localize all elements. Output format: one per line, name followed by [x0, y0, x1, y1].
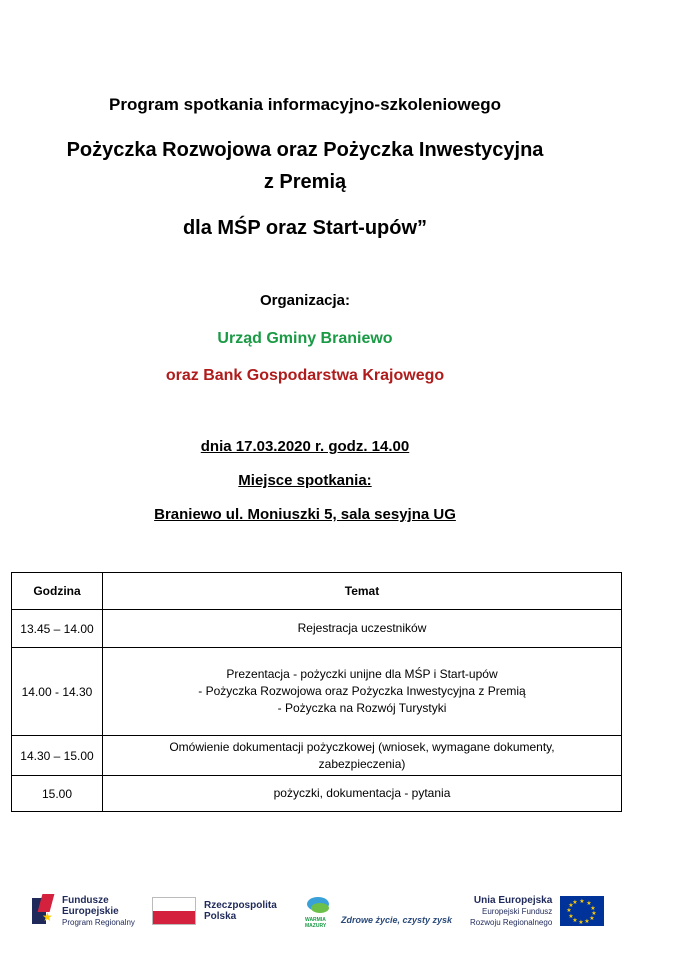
- polish-flag-icon: [152, 897, 196, 925]
- rp-line2: Polska: [204, 911, 237, 922]
- organizer-gmina: Urząd Gminy Braniewo: [217, 330, 393, 347]
- ue-line3: Rozwoju Regionalnego: [470, 917, 553, 927]
- header-topic: Temat: [103, 573, 622, 610]
- unia-europejska-logo: [470, 888, 604, 934]
- row-hour: 14.00 - 14.30: [12, 648, 103, 736]
- fundusze-europejskie-logo: [32, 888, 135, 934]
- meeting-place: Braniewo ul. Moniuszki 5, sala sesyjna UG: [154, 506, 456, 523]
- topic-line: zabezpieczenia): [318, 756, 406, 771]
- topic-line: - Pożyczka na Rozwój Turystyki: [277, 701, 447, 715]
- row-topic: [103, 648, 622, 736]
- row-topic: [103, 610, 622, 648]
- agenda-header-row: [12, 573, 622, 610]
- header-hour: Godzina: [12, 573, 103, 610]
- ue-line2: Europejski Fundusz: [482, 906, 553, 916]
- organizer-bgk: oraz Bank Gospodarstwa Krajowego: [165, 367, 445, 384]
- topic-line: pożyczki, dokumentacja - pytania: [273, 786, 451, 800]
- meeting-place-label: Miejsce spotkania:: [238, 472, 372, 489]
- meeting-date: dnia 17.03.2020 r. godz. 14.00: [200, 438, 410, 455]
- topic-line: Omówienie dokumentacji pożyczkowej (wniosek, wymagane dokumenty,: [169, 739, 555, 754]
- row-hour: 14.30 – 15.00: [12, 736, 103, 776]
- table-row: [12, 776, 622, 812]
- eu-flag-icon: ★ ★ ★ ★ ★ ★ ★ ★ ★ ★ ★ ★: [560, 896, 604, 926]
- topic-line: - Pożyczka Rozwojowa oraz Pożyczka Inwestycyjna z Premią: [198, 684, 526, 698]
- topic-line: Prezentacja - pożyczki unijne dla MŚP i Start-upów: [226, 667, 498, 681]
- warmia-mazury-logo: [305, 888, 452, 934]
- table-row: [12, 736, 622, 776]
- ue-line1: Unia Europejska: [473, 894, 553, 906]
- table-row: [12, 648, 622, 736]
- row-topic: [103, 736, 622, 776]
- agenda-table: [11, 572, 622, 812]
- loan-title-line1: Pożyczka Rozwojowa oraz Pożyczka Inwestycyjna: [66, 139, 544, 161]
- organization-label: Organizacja:: [259, 292, 351, 309]
- warmia-mazury-icon: WARMIA MAZURY: [305, 895, 335, 927]
- logo-bar: [0, 888, 681, 934]
- loan-title-line2: z Premią: [263, 171, 347, 193]
- table-row: [12, 610, 622, 648]
- topic-line: Rejestracja uczestników: [297, 621, 427, 635]
- fe-line2: Europejskie: [62, 905, 119, 917]
- fe-line1: Fundusze: [62, 894, 109, 906]
- rzeczpospolita-logo: [152, 888, 277, 934]
- fe-line3: Program Regionalny: [62, 917, 135, 927]
- target-group-title: dla MŚP oraz Start-upów”: [182, 217, 428, 239]
- row-hour: 15.00: [12, 776, 103, 812]
- row-hour: 13.45 – 14.00: [12, 610, 103, 648]
- row-topic: [103, 776, 622, 812]
- rp-line1: Rzeczpospolita: [204, 900, 277, 911]
- program-title: Program spotkania informacyjno-szkoleniowego: [108, 95, 502, 114]
- fundusze-europejskie-icon: ★: [32, 894, 56, 928]
- slogan: Zdrowe życie, czysty zysk: [341, 915, 453, 925]
